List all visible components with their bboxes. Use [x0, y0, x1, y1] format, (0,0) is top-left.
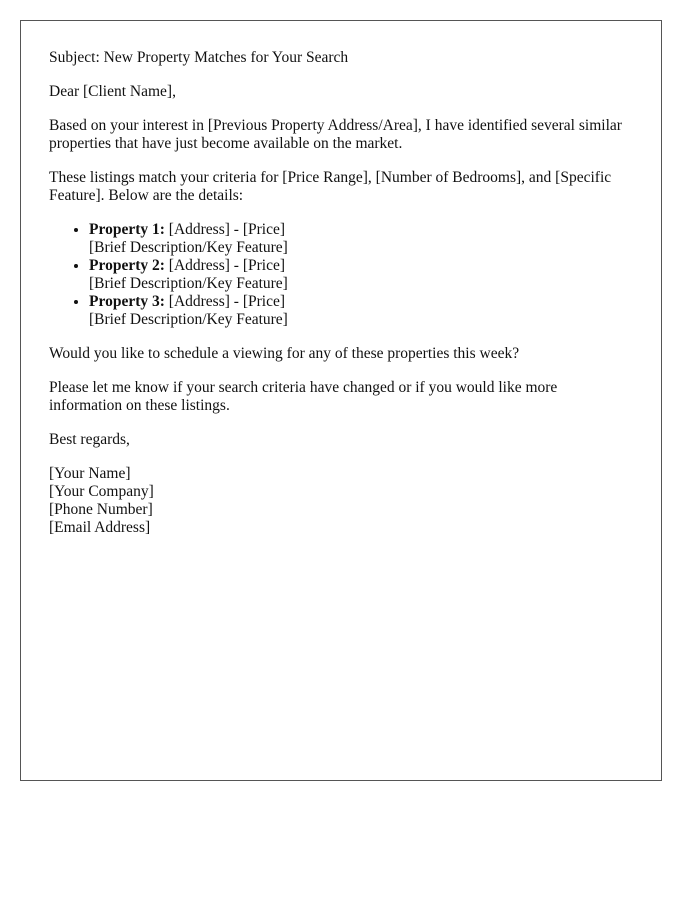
signature-company: [Your Company]: [49, 483, 154, 500]
property-label: Property 1:: [89, 221, 165, 238]
signature-email: [Email Address]: [49, 519, 151, 536]
intro-paragraph: Based on your interest in [Previous Property Address/Area], I have identified several similar properties that have just become available on the market.: [49, 117, 622, 152]
property-label: Property 3:: [89, 293, 165, 310]
closing: Best regards,: [49, 431, 130, 448]
property-list: [49, 221, 633, 329]
followup-paragraph: Please let me know if your search criteria have changed or if you would like more information on these listings.: [49, 379, 558, 414]
property-item: [89, 257, 633, 293]
criteria-paragraph: These listings match your criteria for [Price Range], [Number of Bedrooms], and [Specific Feature]. Below are the details:: [49, 169, 612, 204]
property-detail: [Address] - [Price]: [164, 257, 285, 274]
signature-name: [Your Name]: [49, 465, 131, 482]
signature-block: [49, 465, 633, 537]
viewing-question: Would you like to schedule a viewing for any of these properties this week?: [49, 345, 520, 362]
letter-container: [20, 20, 662, 781]
property-item: [89, 293, 633, 329]
property-description: [Brief Description/Key Feature]: [89, 311, 288, 328]
property-description: [Brief Description/Key Feature]: [89, 239, 288, 256]
property-detail: [Address] - [Price]: [164, 293, 285, 310]
property-item: [89, 221, 633, 257]
subject-line: Subject: New Property Matches for Your Search: [49, 49, 349, 66]
signature-phone: [Phone Number]: [49, 501, 153, 518]
greeting: Dear [Client Name],: [49, 83, 176, 100]
property-detail: [Address] - [Price]: [164, 221, 285, 238]
property-label: Property 2:: [89, 257, 165, 274]
property-description: [Brief Description/Key Feature]: [89, 275, 288, 292]
